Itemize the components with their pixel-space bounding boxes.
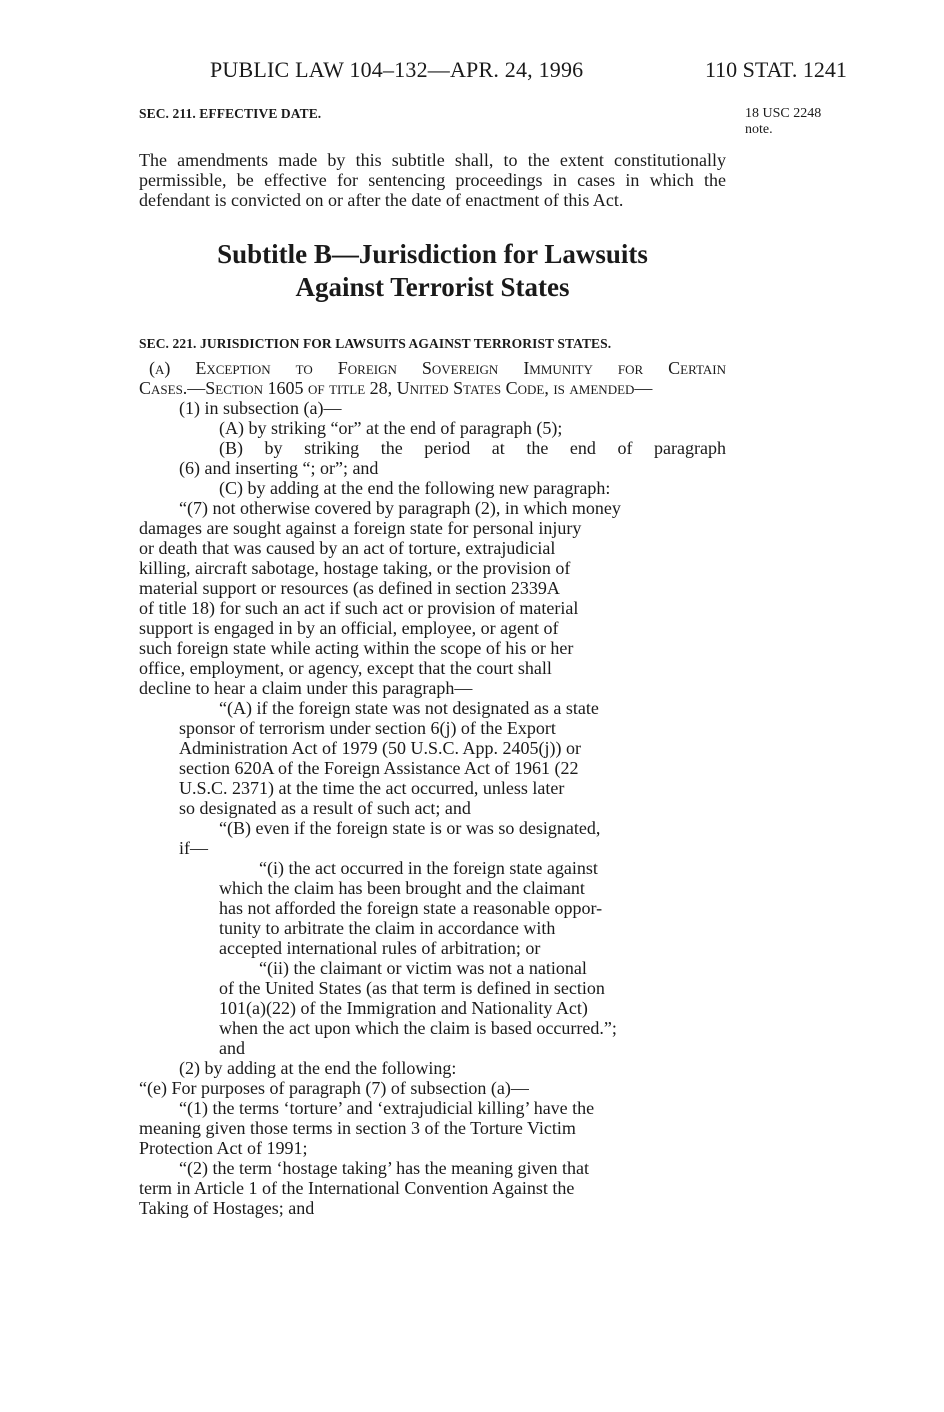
stat-page-number: 110 STAT. 1241: [705, 57, 847, 82]
text-line: if—: [179, 838, 208, 858]
text-line: “(7) not otherwise covered by paragraph (2), in which money: [179, 498, 621, 518]
margin-note-label: note.: [745, 122, 773, 137]
text-line: office, employment, or agency, except that the court shall: [139, 658, 552, 678]
subtitle-line-2: Against Terrorist States: [295, 272, 570, 302]
text-line: such foreign state while acting within the scope of his or her: [139, 638, 574, 658]
text-line: has not afforded the foreign state a reasonable oppor-: [219, 898, 603, 918]
text-line: decline to hear a claim under this paragraph—: [139, 678, 473, 698]
text-line: 101(a)(22) of the Immigration and Nationality Act): [219, 998, 588, 1018]
text-line: which the claim has been brought and the claimant: [219, 878, 585, 898]
text-line: accepted international rules of arbitration; or: [219, 938, 541, 958]
text-line: “(1) the terms ‘torture’ and ‘extrajudicial killing’ have the: [179, 1098, 595, 1118]
text-line: tunity to arbitrate the claim in accordance with: [219, 918, 556, 938]
text-line: (A) by striking “or” at the end of paragraph (5);: [219, 418, 563, 438]
text-line: U.S.C. 2371) at the time the act occurred, unless later: [179, 778, 565, 798]
section-211: [139, 104, 726, 210]
text-line: “(ii) the claimant or victim was not a national: [259, 958, 587, 978]
text-line: “(e) For purposes of paragraph (7) of subsection (a)—: [139, 1078, 529, 1098]
text-line: (a) Exception to Foreign Sovereign Immunity for Certain: [149, 358, 726, 378]
subtitle-line-1: Subtitle B—Jurisdiction for Lawsuits: [217, 239, 648, 269]
running-head: PUBLIC LAW 104–132—APR. 24, 1996: [210, 57, 584, 82]
text-line: of title 18) for such an act if such act or provision of material: [139, 598, 579, 618]
text-line: or death that was caused by an act of torture, extrajudicial: [139, 538, 556, 558]
section-221: [139, 334, 726, 354]
text-line: “(B) even if the foreign state is or was so designated,: [219, 818, 601, 838]
text-line: material support or resources (as defined in section 2339A: [139, 578, 560, 598]
section-211-text: The amendments made by this subtitle shall, to the extent constitutionally permissible, be effective for sentencing proceedings in cases in which the defendant is convicted on or after the date of enactment of this Act.: [139, 150, 726, 210]
text-line: damages are sought against a foreign state for personal injury: [139, 518, 582, 538]
text-line: sponsor of terrorism under section 6(j) of the Export: [179, 718, 556, 738]
text-line: when the act upon which the claim is based occurred.”;: [219, 1018, 617, 1038]
text-line: killing, aircraft sabotage, hostage taking, or the provision of: [139, 558, 571, 578]
text-line: term in Article 1 of the International Convention Against the: [139, 1178, 575, 1198]
section-211-heading: SEC. 211. EFFECTIVE DATE.: [139, 106, 322, 121]
margin-note-citation: 18 USC 2248: [745, 106, 822, 121]
section-221-heading: SEC. 221. JURISDICTION FOR LAWSUITS AGAINST TERRORIST STATES.: [139, 336, 612, 351]
section-211-body: [139, 130, 726, 210]
text-line: section 620A of the Foreign Assistance Act of 1961 (22: [179, 758, 579, 778]
text-line: support is engaged in by an official, employee, or agent of: [139, 618, 559, 638]
subtitle-heading: [139, 238, 726, 304]
text-line: so designated as a result of such act; and: [179, 798, 471, 818]
text-line: Taking of Hostages; and: [139, 1198, 315, 1218]
text-line: (B) by striking the period at the end of paragraph: [219, 438, 726, 458]
text-line: Protection Act of 1991;: [139, 1138, 308, 1158]
text-line: “(i) the act occurred in the foreign state against: [259, 858, 598, 878]
text-line: (2) by adding at the end the following:: [179, 1058, 457, 1078]
text-line: Administration Act of 1979 (50 U.S.C. App. 2405(j)) or: [179, 738, 581, 758]
text-line: (1) in subsection (a)—: [179, 398, 342, 418]
text-line: of the United States (as that term is defined in section: [219, 978, 605, 998]
text-line: and: [219, 1038, 245, 1058]
text-line: (C) by adding at the end the following new paragraph:: [219, 478, 611, 498]
text-line: meaning given those terms in section 3 of the Torture Victim: [139, 1118, 576, 1138]
text-line: (6) and inserting “; or”; and: [179, 458, 379, 478]
margin-note: [745, 106, 855, 138]
text-line: “(A) if the foreign state was not designated as a state: [219, 698, 599, 718]
section-221-body: [139, 358, 726, 1218]
text-line: Cases.—Section 1605 of title 28, United States Code, is amended—: [139, 378, 653, 398]
text-line: “(2) the term ‘hostage taking’ has the meaning given that: [179, 1158, 590, 1178]
